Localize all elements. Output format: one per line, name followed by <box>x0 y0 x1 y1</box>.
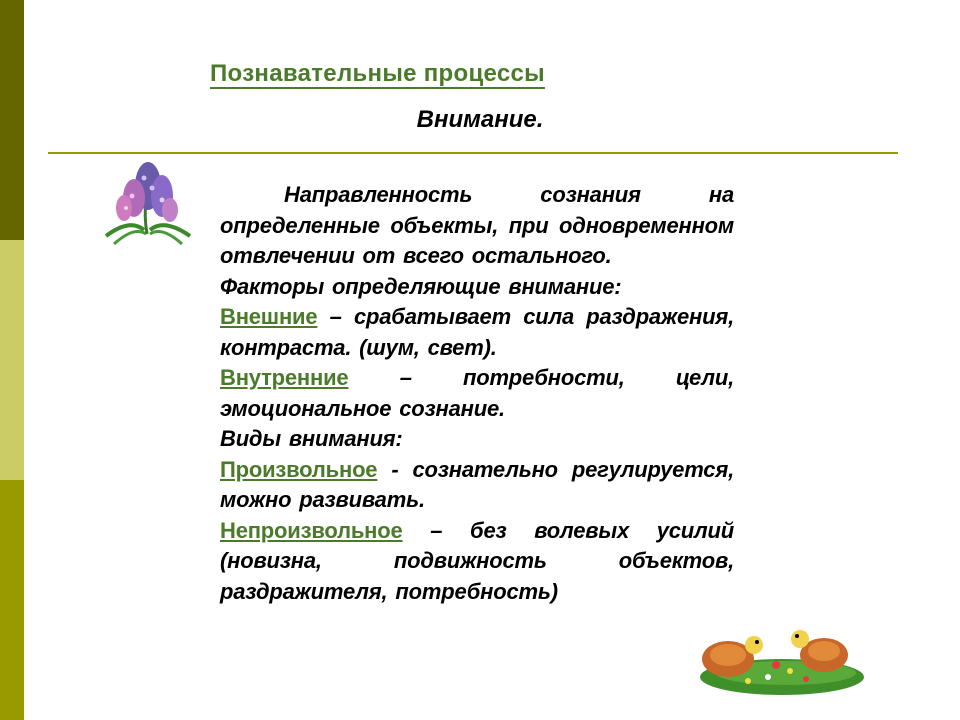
factor-term: Внешние <box>220 304 318 329</box>
type-description: – без волевых усилий (новизна, подвижность объектов, раздражителя, потребность) <box>220 517 734 604</box>
slide-title: Познавательные процессы <box>210 60 545 87</box>
type-item-voluntary <box>220 455 734 516</box>
factor-description: – потребности, цели, эмоциональное сознание. <box>220 365 734 421</box>
type-description: - сознательно регулируется, можно развивать. <box>220 456 734 512</box>
turtles-on-grass-icon <box>696 615 864 697</box>
factor-term: Внутренние <box>220 365 349 390</box>
side-bar-mid <box>0 480 24 720</box>
slide-body <box>220 180 734 607</box>
factors-heading: Факторы определяющие внимание: <box>220 273 622 299</box>
type-term: Произвольное <box>220 456 378 482</box>
factor-description: – срабатывает сила раздражения, контраста. (шум, свет). <box>220 304 734 360</box>
type-item-involuntary <box>220 516 734 608</box>
type-term: Непроизвольное <box>220 517 403 543</box>
hyacinth-flower-icon <box>100 156 195 246</box>
definition-text: Направленность сознания на определенные объекты, при одновременном отвлечении от всего остального. <box>220 182 734 268</box>
factor-item-internal <box>220 363 734 424</box>
side-bar-light <box>0 240 24 480</box>
slide-subtitle: Внимание. <box>416 106 544 133</box>
title-divider <box>48 152 898 154</box>
types-heading: Виды внимания: <box>220 426 403 451</box>
factor-item-external <box>220 302 734 363</box>
